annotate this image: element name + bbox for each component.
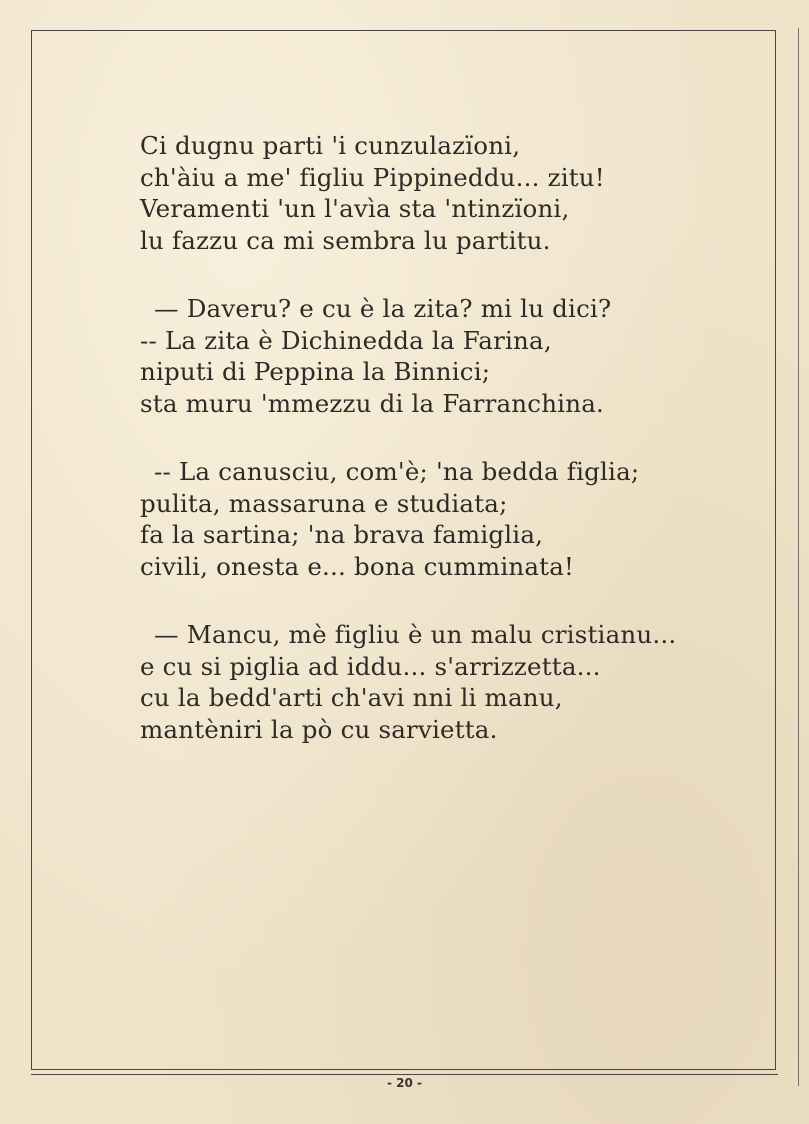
poem-line: niputi di Peppina la Binnici; [140, 357, 491, 386]
poem-line: fa la sartina; 'na brava famiglia, [140, 520, 544, 549]
poem-line: ch'àiu a me' figliu Pippineddu... zitu! [140, 162, 605, 192]
poem-line: Ci dugnu parti 'i cunzulazïoni, [140, 131, 521, 160]
stanza-4 [140, 619, 740, 745]
poem-line: e cu si piglia ad iddu... s'arrizzetta... [140, 651, 601, 681]
page-number: - 20 - [386, 1076, 422, 1090]
poem-line: pulita, massaruna e studiata; [140, 488, 508, 518]
poem-line: lu fazzu ca mi sembra lu partitu. [140, 225, 551, 255]
poem-body [140, 130, 740, 782]
bottom-rule [31, 1074, 778, 1075]
stanza-2 [140, 293, 740, 419]
poem-line: -- La zita è Dichinedda la Farina, [140, 325, 552, 355]
poem-line: -- La canusciu, com'è; 'na bedda figlia; [154, 457, 640, 486]
poem-line: cu la bedd'arti ch'avi nni li manu, [140, 683, 563, 712]
poem-line: sta muru 'mmezzu di la Farranchina. [140, 388, 604, 418]
poem-line: — Daveru? e cu è la zita? mi lu dici? [154, 294, 612, 323]
poem-line: civili, onesta e... bona cumminata! [140, 551, 575, 581]
poem-line: mantèniri la pò cu sarvietta. [140, 714, 498, 744]
right-edge-rule [798, 28, 799, 1086]
poem-line: Veramenti 'un l'avìa sta 'ntinzïoni, [140, 194, 570, 223]
stanza-1 [140, 130, 740, 256]
poem-line: — Mancu, mè figliu è un malu cristianu... [154, 620, 677, 649]
stanza-3 [140, 456, 740, 582]
